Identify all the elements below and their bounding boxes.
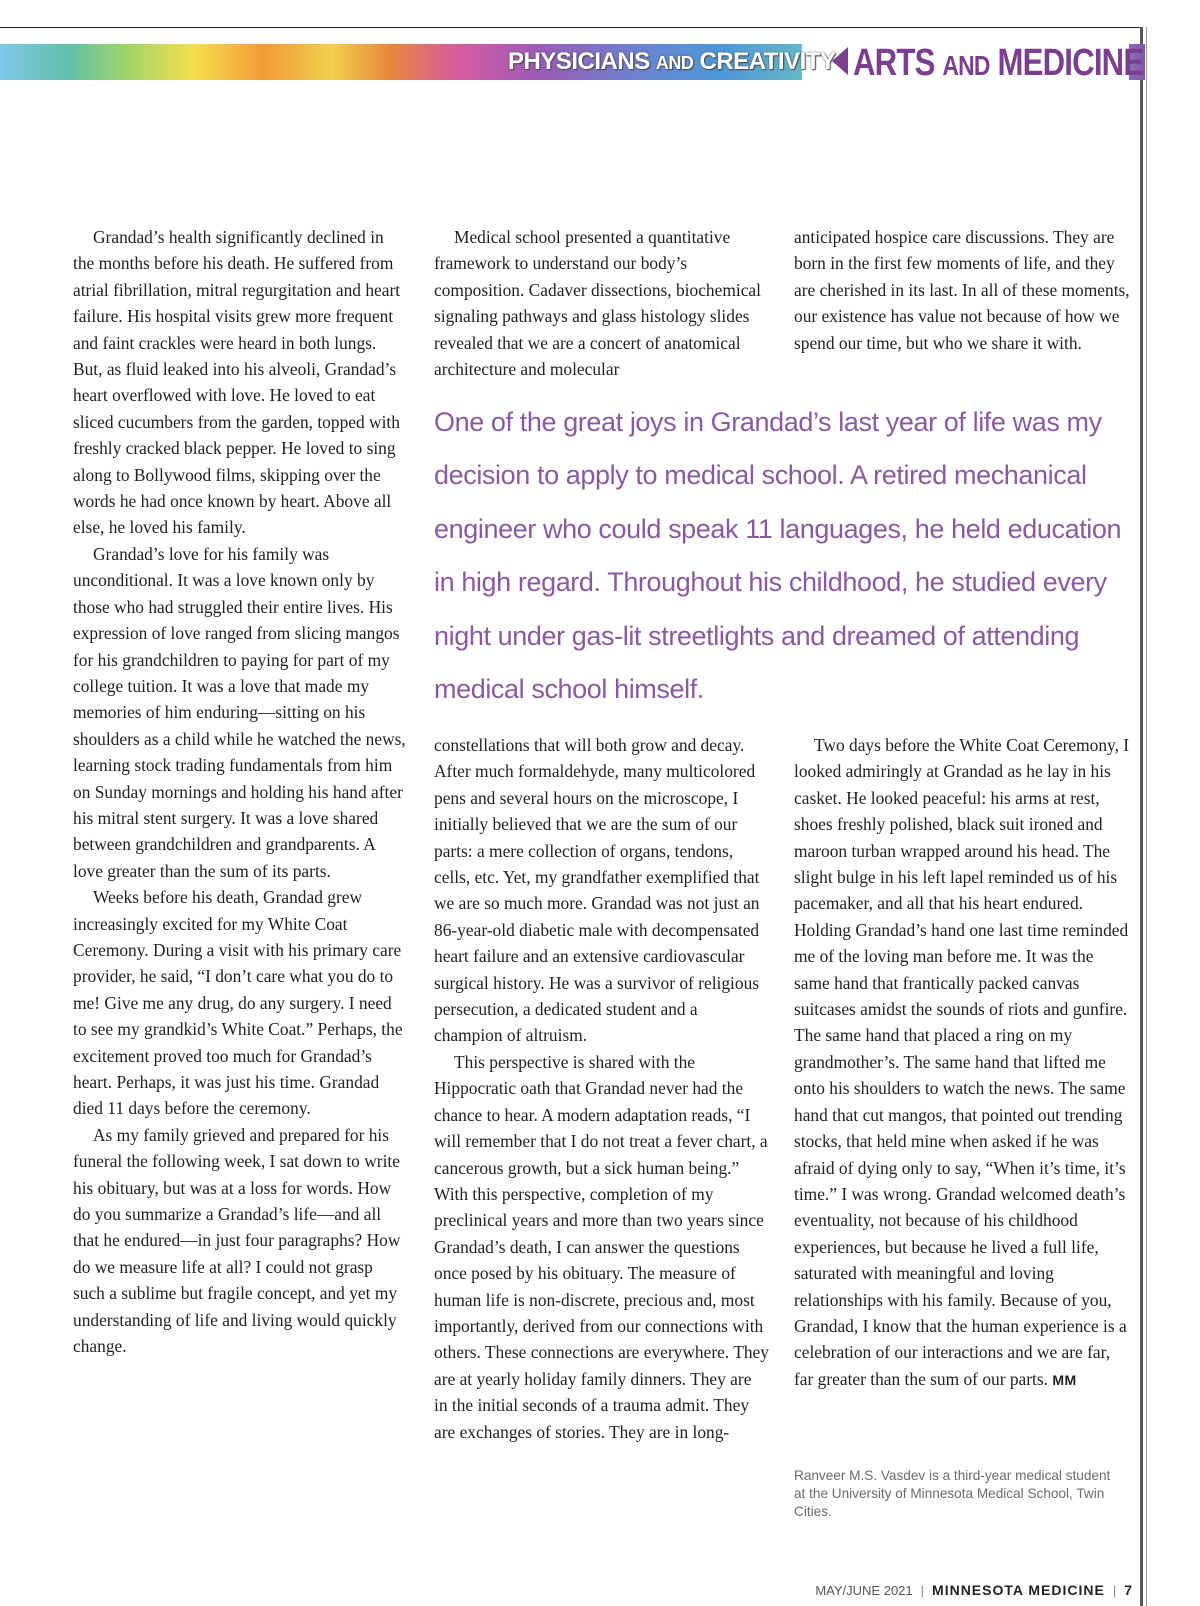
author-bio: Ranveer M.S. Vasdev is a third-year medical student at the University of Minnesota Medical School, Twin Cities. xyxy=(794,1468,1111,1519)
kicker-physicians: PHYSICIANS xyxy=(508,48,650,75)
paragraph: Weeks before his death, Grandad grew increasingly excited for my White Coat Ceremony. During a visit with his primary care provider, he said, “I don’t care what you do to me! Give me any drug, do any surgery. I need to see my grandkid’s White Coat.” Perhaps, the excitement proved too much for Grandad’s heart. Perhaps, it was just his time. Grandad died 11 days before the ceremony. xyxy=(73,887,403,1119)
page-footer xyxy=(815,1582,1132,1598)
footer-separator: | xyxy=(1112,1583,1117,1598)
title-arts: ARTS xyxy=(853,42,935,84)
article-column-3-bottom xyxy=(794,732,1131,1393)
top-rule xyxy=(0,27,1142,28)
article-column-3-top xyxy=(794,224,1131,356)
paragraph-text: Two days before the White Coat Ceremony, I looked admiringly at Grandad as he lay in his casket. He looked peaceful: his arms at rest, shoes freshly polished, black suit ironed and maroon turban wrapped around his head. The slight bulge in his left lapel reminded us of his pacemaker, and all that his heart endured. Holding Grandad’s hand one last time reminded me of the loving man before me. It was the same hand that frantically packed canvas suitcases amidst the sounds of riots and gunfire. The same hand that placed a ring on my grandmother’s. The same hand that lifted me onto his shoulders to watch the news. The same hand that cut mangos, that pointed out trending stocks, that held mine when asked if he was afraid of dying only to say, “When it’s time, it’s time.” I was wrong. Grandad welcomed death’s eventuality, not because of his childhood experiences, but because he lived a full life, saturated with meaningful and loving relationships with his family. Because of you, Grandad, I know that the human experience is a celebration of our interactions and we are far, far greater than the sum of our parts. xyxy=(794,735,1130,1389)
section-kicker xyxy=(508,48,835,76)
article-column-2-bottom xyxy=(434,732,769,1445)
paragraph: Grandad’s love for his family was unconditional. It was a love known only by those who had struggled their entire lives. His expression of love ranged from slicing mangos for his grandchildren to paying for part of my college tuition. It was a love that made my memories of him enduring—sitting on his shoulders as a child while he watched the news, learning stock trading fundamentals from him on Sunday mornings and holding his hand after his mitral stent surgery. It was a love shared between grandchildren and grandparents. A love greater than the sum of its parts. xyxy=(73,543,406,881)
paragraph: constellations that will both grow and decay. After much formaldehyde, many multicolored pens and several hours on the microscope, I initially believed that we are the sum of our parts: a mere collection of organs, tendons, cells, etc. Yet, my grandfather exemplified that we are so much more. Grandad was not just an 86-year-old diabetic male with decompensated heart failure and an extensive cardiovascular surgical history. He was a survivor of religious persecution, a dedicated student and a champion of altruism. xyxy=(434,735,760,1046)
paragraph: This perspective is shared with the Hippocratic oath that Grandad never had the chance to hear. A modern adaptation reads, “I will remember that I do not treat a fever chart, a cancerous growth, but a sick human being.” With this perspective, completion of my preclinical years and more than two years since Grandad’s death, I can answer the questions once posed by his obituary. The measure of human life is non-discrete, precious and, most importantly, derived from our connections with others. These connections are everywhere. They are at yearly holiday family dinners. They are in the initial seconds of a trauma admit. They are exchanges of stories. They are in long- xyxy=(434,1051,769,1442)
kicker-creativity: CREATIVITY xyxy=(699,48,836,75)
page-number: 7 xyxy=(1124,1582,1132,1598)
article-column-2-top xyxy=(434,224,769,382)
article-column-1 xyxy=(73,224,408,1359)
paragraph: anticipated hospice care discussions. They are born in the first few moments of life, and they are cherished in its last. In all of these moments, our existence has value not because of how we spend our time, but who we share it with. xyxy=(794,227,1130,353)
footer-issue: MAY/JUNE 2021 xyxy=(815,1583,913,1598)
end-mark: MM xyxy=(1052,1371,1077,1388)
title-medicine: MEDICINE xyxy=(997,42,1144,84)
chevron-left-icon xyxy=(832,47,848,75)
page-edge-border-inner xyxy=(1146,27,1147,1606)
paragraph: As my family grieved and prepared for his funeral the following week, I sat down to write his obituary, but was at a loss for words. How do you summarize a Grandad’s life—and all that he endured—in just four paragraphs? How do we measure life at all? I could not grasp such a sublime but fragile concept, and yet my understanding of life and living would quickly change. xyxy=(73,1124,401,1357)
section-title xyxy=(853,42,1143,85)
footer-separator: | xyxy=(920,1583,925,1598)
title-and: AND xyxy=(942,50,990,81)
paragraph: Grandad’s health significantly declined in the months before his death. He suffered from atrial fibrillation, mitral regurgitation and heart failure. His hospital visits grew more frequent and faint crackles were heard in both lungs. But, as fluid leaked into his alveoli, Grandad’s heart overflowed with love. He loved to eat sliced cucumbers from the garden, topped with freshly cracked black pepper. He loved to sing along to Bollywood films, skipping over the words he had once known by heart. Above all else, he loved his family. xyxy=(73,227,401,538)
page-edge-border xyxy=(1140,27,1143,1606)
kicker-and: AND xyxy=(655,53,694,73)
paragraph xyxy=(794,732,1131,1393)
footer-magazine: MINNESOTA MEDICINE xyxy=(932,1582,1105,1598)
pull-quote: One of the great joys in Grandad’s last year of life was my decision to apply to medical school. A retired mechanical engineer who could speak 11 languages, he held education in high regard. Throughout his childhood, he studied every night under gas-lit streetlights and dreamed of attending medical school himself. xyxy=(434,407,1122,705)
paragraph: Medical school presented a quantitative framework to understand our body’s composition. Cadaver dissections, biochemical signaling pathways and glass histology slides revealed that we are a concert of anatomical architecture and molecular xyxy=(434,227,761,380)
